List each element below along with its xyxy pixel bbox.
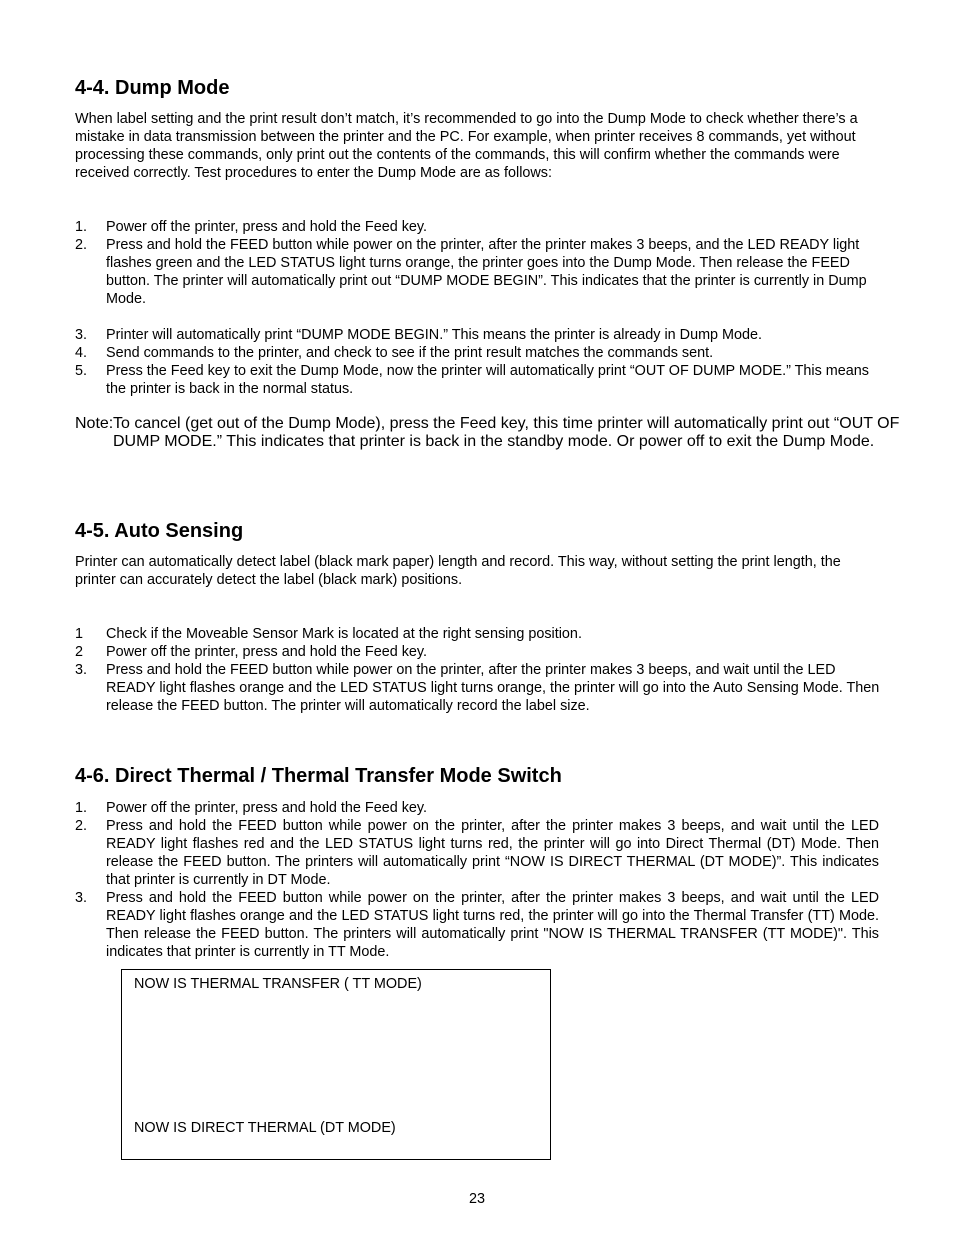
list-text: Press and hold the FEED button while power on the printer, after the printer makes 3 beeps, and wait until the LED READY light flashes orange and the LED STATUS light turns red, the printer will go into the Thermal Transfer (TT) Mode. Then release the FEED button. The printers will automatically print "NOW IS THERMAL TRANSFER (TT MODE)". This indicates that printer is currently in TT Mode. — [106, 890, 879, 960]
mode-switch-steps — [75, 799, 879, 961]
list-item — [75, 344, 880, 362]
list-number: 4. — [75, 345, 88, 361]
list-item — [75, 625, 880, 643]
list-number: 5. — [75, 363, 88, 379]
list-number: 3. — [75, 890, 88, 906]
dump-mode-heading: 4-4. Dump Mode — [75, 77, 230, 99]
print-sample-dt-line: NOW IS DIRECT THERMAL (DT MODE) — [134, 1120, 396, 1136]
list-text: Power off the printer, press and hold the Feed key. — [106, 644, 428, 660]
auto-sensing-heading: 4-5. Auto Sensing — [75, 520, 244, 542]
list-item — [75, 218, 880, 236]
list-item — [75, 326, 880, 344]
list-number: 1. — [75, 800, 88, 816]
print-sample-box — [121, 969, 551, 1160]
note-text: To cancel (get out of the Dump Mode), press the Feed key, this time printer will automatically print out “OUT OF DUMP MODE.” This indicates that printer is back in the standby mode. Or power off to exit the Dump Mode. — [113, 415, 900, 450]
list-item — [75, 643, 880, 661]
note-label: Note: — [75, 415, 114, 432]
list-item — [75, 889, 879, 961]
print-sample-tt-line: NOW IS THERMAL TRANSFER ( TT MODE) — [134, 976, 422, 992]
list-number: 2 — [75, 644, 84, 660]
list-item — [75, 362, 880, 398]
dump-mode-intro: When label setting and the print result don’t match, it’s recommended to go into the Dump Mode to check whether there’s a mistake in data transmission between the printer and the PC. For example, when printer receives 8 commands, yet without processing these commands, only print out the contents of the commands, this will confirm whether the commands were received correctly. Test procedures to enter the Dump Mode are as follows: — [75, 111, 858, 181]
mode-switch-heading: 4-6. Direct Thermal / Thermal Transfer Mode Switch — [75, 765, 562, 787]
auto-sensing-intro: Printer can automatically detect label (black mark paper) length and record. This way, without setting the print length, the printer can accurately detect the label (black mark) positions. — [75, 554, 841, 588]
list-text: Press and hold the FEED button while power on the printer, after the printer makes 3 beeps, and the LED READY light flashes green and the LED STATUS light turns orange, the printer goes into the Dump Mode. Then release the FEED button. The printer will automatically print out “DUMP MODE BEGIN”. This indicates that the printer is currently in Dump Mode. — [106, 237, 867, 307]
list-number: 1. — [75, 219, 88, 235]
dump-mode-steps-b — [75, 326, 880, 398]
list-item — [75, 817, 879, 889]
list-text: Press and hold the FEED button while power on the printer, after the printer makes 3 beeps, and wait until the LED READY light flashes red and the LED STATUS light turns red, the printer will go into Direct Thermal (DT) Mode. Then release the FEED button. The printers will automatically print “NOW IS DIRECT THERMAL (DT MODE)”. This indicates that printer is currently in DT Mode. — [106, 818, 879, 888]
list-text: Printer will automatically print “DUMP MODE BEGIN.” This means the printer is already in Dump Mode. — [106, 327, 763, 343]
list-text: Send commands to the printer, and check to see if the print result matches the commands sent. — [106, 345, 714, 361]
dump-mode-steps-a — [75, 218, 880, 308]
list-number: 3. — [75, 327, 88, 343]
list-text: Press the Feed key to exit the Dump Mode, now the printer will automatically print “OUT OF DUMP MODE.” This means the printer is back in the normal status. — [106, 363, 869, 397]
auto-sensing-steps — [75, 625, 880, 715]
page-number: 23 — [468, 1191, 485, 1207]
list-text: Power off the printer, press and hold the Feed key. — [106, 800, 428, 816]
list-item — [75, 236, 880, 308]
list-number: 3. — [75, 662, 88, 678]
list-number: 1 — [75, 626, 84, 642]
list-item — [75, 661, 880, 715]
list-number: 2. — [75, 818, 88, 834]
list-item — [75, 799, 879, 817]
list-text: Power off the printer, press and hold the Feed key. — [106, 219, 428, 235]
list-text: Check if the Moveable Sensor Mark is located at the right sensing position. — [106, 626, 582, 642]
list-text: Press and hold the FEED button while power on the printer, after the printer makes 3 beeps, and wait until the LED READY light flashes orange and the LED STATUS light turns orange, the printer will go into the Auto Sensing Mode. Then release the FEED button. The printer will automatically record the label size. — [106, 662, 880, 714]
list-number: 2. — [75, 237, 88, 253]
dump-mode-note — [75, 415, 918, 451]
